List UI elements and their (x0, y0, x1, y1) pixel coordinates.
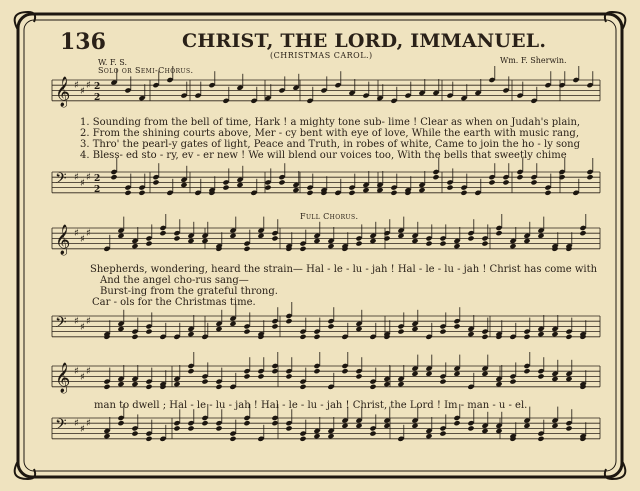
notehead (131, 243, 138, 249)
notehead (285, 318, 292, 324)
notehead (145, 241, 152, 247)
notehead (467, 331, 474, 337)
notehead (439, 329, 446, 335)
notehead (565, 425, 572, 431)
notehead (453, 243, 460, 249)
chorus-line-3: Burst-ing from the grateful throng. (100, 286, 278, 297)
bass-clef-icon: 𝄢 (55, 314, 67, 335)
sharp-icon: ♯ (74, 172, 79, 183)
notehead (327, 243, 334, 249)
notehead (201, 420, 208, 426)
notehead (481, 241, 488, 247)
sharp-icon: ♯ (80, 178, 85, 189)
notehead (586, 174, 593, 180)
notehead (397, 329, 404, 335)
notehead (327, 433, 334, 439)
notehead (152, 179, 159, 185)
notehead (551, 331, 558, 337)
author-words: W. F. S. (98, 58, 128, 67)
notehead (558, 174, 565, 180)
notehead (383, 381, 390, 387)
chorus-line-4: Car - ols for the Christmas time. (92, 297, 256, 308)
notehead (313, 433, 320, 439)
notehead (488, 179, 495, 185)
notehead (537, 331, 544, 337)
notehead (425, 371, 432, 377)
notehead (243, 329, 250, 335)
verse-1: 1. Sounding from the bell of time, Hark ! a mighty tone sub- lime ! Clear as when on Judah's plain, (80, 117, 581, 128)
notehead (159, 230, 166, 236)
notehead (131, 381, 138, 387)
notehead (145, 329, 152, 335)
page-number: 136 (60, 29, 106, 55)
hymn-title: CHRIST, THE LORD, IMMANUEL. (182, 30, 547, 52)
notehead (481, 371, 488, 377)
notehead (173, 235, 180, 241)
sharp-icon: ♯ (74, 228, 79, 239)
notehead (180, 182, 187, 188)
sharp-icon: ♯ (80, 424, 85, 435)
notehead (551, 423, 558, 429)
composer: Wm. F. Sherwin. (500, 56, 567, 65)
final-lyric-line: man to dwell ; Hal - le - lu - jah ! Hal - le - lu - jah ! Christ, the Lord ! Im - man - u - el. (94, 400, 528, 411)
notehead (355, 241, 362, 247)
verse-2: 2. From the shining courts above, Mer - cy bent with eye of love, While the earth with music rang, (80, 128, 580, 139)
notehead (467, 425, 474, 431)
notehead (481, 334, 488, 340)
notehead (495, 428, 502, 434)
notehead (103, 384, 110, 390)
notehead (292, 187, 299, 193)
notehead (222, 185, 229, 191)
notehead (425, 241, 432, 247)
notehead (523, 238, 530, 244)
hymn-subtitle: (CHRISTMAS CAROL.) (270, 51, 373, 60)
notehead (271, 420, 278, 426)
notehead (131, 334, 138, 340)
notehead (243, 246, 250, 252)
notehead (362, 187, 369, 193)
notehead (509, 243, 516, 249)
time-signature: 2 (94, 82, 101, 92)
notehead (131, 431, 138, 437)
notehead (117, 233, 124, 239)
notehead (215, 326, 222, 332)
notehead (355, 423, 362, 429)
notehead (236, 182, 243, 188)
notehead (348, 190, 355, 196)
sharp-icon: ♯ (86, 228, 91, 239)
notehead (215, 425, 222, 431)
notehead (355, 326, 362, 332)
notehead (565, 376, 572, 382)
sharp-icon: ♯ (74, 316, 79, 327)
notehead (229, 233, 236, 239)
notehead (327, 323, 334, 329)
notehead (544, 190, 551, 196)
notehead (117, 381, 124, 387)
notehead (117, 420, 124, 426)
notehead (530, 179, 537, 185)
notehead (481, 428, 488, 434)
notehead (565, 334, 572, 340)
notehead (495, 230, 502, 236)
notehead (187, 238, 194, 244)
notehead (117, 326, 124, 332)
notehead (229, 321, 236, 327)
notehead (313, 368, 320, 374)
notehead (397, 233, 404, 239)
notehead (306, 190, 313, 196)
notehead (271, 323, 278, 329)
notehead (285, 425, 292, 431)
notehead (453, 323, 460, 329)
treble-clef-icon: 𝄞 (55, 225, 71, 255)
verse-3: 3. Thro' the pearl-y gates of light, Peace and Truth, in robes of white, Came to join the ho - ly song (80, 139, 581, 150)
notehead (376, 187, 383, 193)
sharp-icon: ♯ (86, 366, 91, 377)
notehead (341, 423, 348, 429)
notehead (383, 235, 390, 241)
notehead (264, 185, 271, 191)
notehead (299, 246, 306, 252)
notehead (271, 235, 278, 241)
notehead (299, 436, 306, 442)
treble-clef-icon: 𝄞 (55, 363, 71, 393)
notehead (425, 433, 432, 439)
notehead (523, 334, 530, 340)
notehead (341, 368, 348, 374)
notehead (411, 423, 418, 429)
notehead (502, 179, 509, 185)
notehead (467, 235, 474, 241)
chorus-line-2: And the angel cho-rus sang— (100, 275, 249, 286)
sharp-icon: ♯ (86, 418, 91, 429)
notehead (271, 368, 278, 374)
notehead (243, 373, 250, 379)
notehead (257, 233, 264, 239)
notehead (523, 368, 530, 374)
notehead (285, 373, 292, 379)
bass-clef-icon: 𝄢 (55, 416, 67, 437)
sharp-icon: ♯ (80, 372, 85, 383)
treble-clef-icon: 𝄞 (55, 77, 71, 107)
notehead (446, 185, 453, 191)
notehead (411, 326, 418, 332)
notehead (173, 425, 180, 431)
notehead (145, 384, 152, 390)
chorus-heading: Full Chorus. (300, 212, 359, 221)
notehead (460, 190, 467, 196)
notehead (453, 371, 460, 377)
sharp-icon: ♯ (74, 366, 79, 377)
notehead (110, 174, 117, 180)
notehead (537, 373, 544, 379)
time-signature: 2 (94, 93, 101, 103)
notehead (439, 241, 446, 247)
notehead (187, 425, 194, 431)
notehead (215, 384, 222, 390)
verse-4: 4. Bless- ed sto - ry, ev - er new ! We will blend our voices too, With the bells that sweetly chime (80, 150, 567, 161)
notehead (138, 190, 145, 196)
notehead (243, 420, 250, 426)
solo-marking: Solo or Semi-Chorus. (98, 66, 194, 75)
notehead (299, 334, 306, 340)
sharp-icon: ♯ (74, 418, 79, 429)
chorus-line-1: Shepherds, wondering, heard the strain— Hal - le - lu - jah ! Hal - le - lu - jah ! Christ has come with (90, 264, 598, 275)
notehead (173, 381, 180, 387)
notehead (579, 230, 586, 236)
notehead (299, 384, 306, 390)
notehead (509, 379, 516, 385)
notehead (411, 371, 418, 377)
sharp-icon: ♯ (80, 234, 85, 245)
notehead (432, 174, 439, 180)
notehead (313, 238, 320, 244)
notehead (229, 436, 236, 442)
notehead (187, 368, 194, 374)
notehead (278, 179, 285, 185)
notehead (495, 381, 502, 387)
notehead (453, 420, 460, 426)
notehead (103, 433, 110, 439)
notehead (257, 373, 264, 379)
notehead (201, 238, 208, 244)
notehead (537, 436, 544, 442)
notehead (418, 187, 425, 193)
notehead (355, 373, 362, 379)
notehead (397, 381, 404, 387)
notehead (390, 190, 397, 196)
sharp-icon: ♯ (80, 86, 85, 97)
time-signature: 2 (94, 185, 101, 195)
notehead (201, 379, 208, 385)
sharp-icon: ♯ (80, 322, 85, 333)
notehead (439, 379, 446, 385)
notehead (187, 331, 194, 337)
notehead (369, 431, 376, 437)
notehead (551, 376, 558, 382)
time-signature: 2 (94, 174, 101, 184)
sharp-icon: ♯ (86, 80, 91, 91)
notehead (124, 190, 131, 196)
sharp-icon: ♯ (86, 172, 91, 183)
notehead (439, 431, 446, 437)
notehead (523, 423, 530, 429)
sharp-icon: ♯ (74, 80, 79, 91)
notehead (313, 334, 320, 340)
notehead (145, 436, 152, 442)
notehead (411, 238, 418, 244)
notehead (516, 174, 523, 180)
notehead (369, 238, 376, 244)
notehead (383, 423, 390, 429)
sharp-icon: ♯ (86, 316, 91, 327)
notehead (369, 384, 376, 390)
bass-clef-icon: 𝄢 (55, 170, 67, 191)
notehead (537, 233, 544, 239)
